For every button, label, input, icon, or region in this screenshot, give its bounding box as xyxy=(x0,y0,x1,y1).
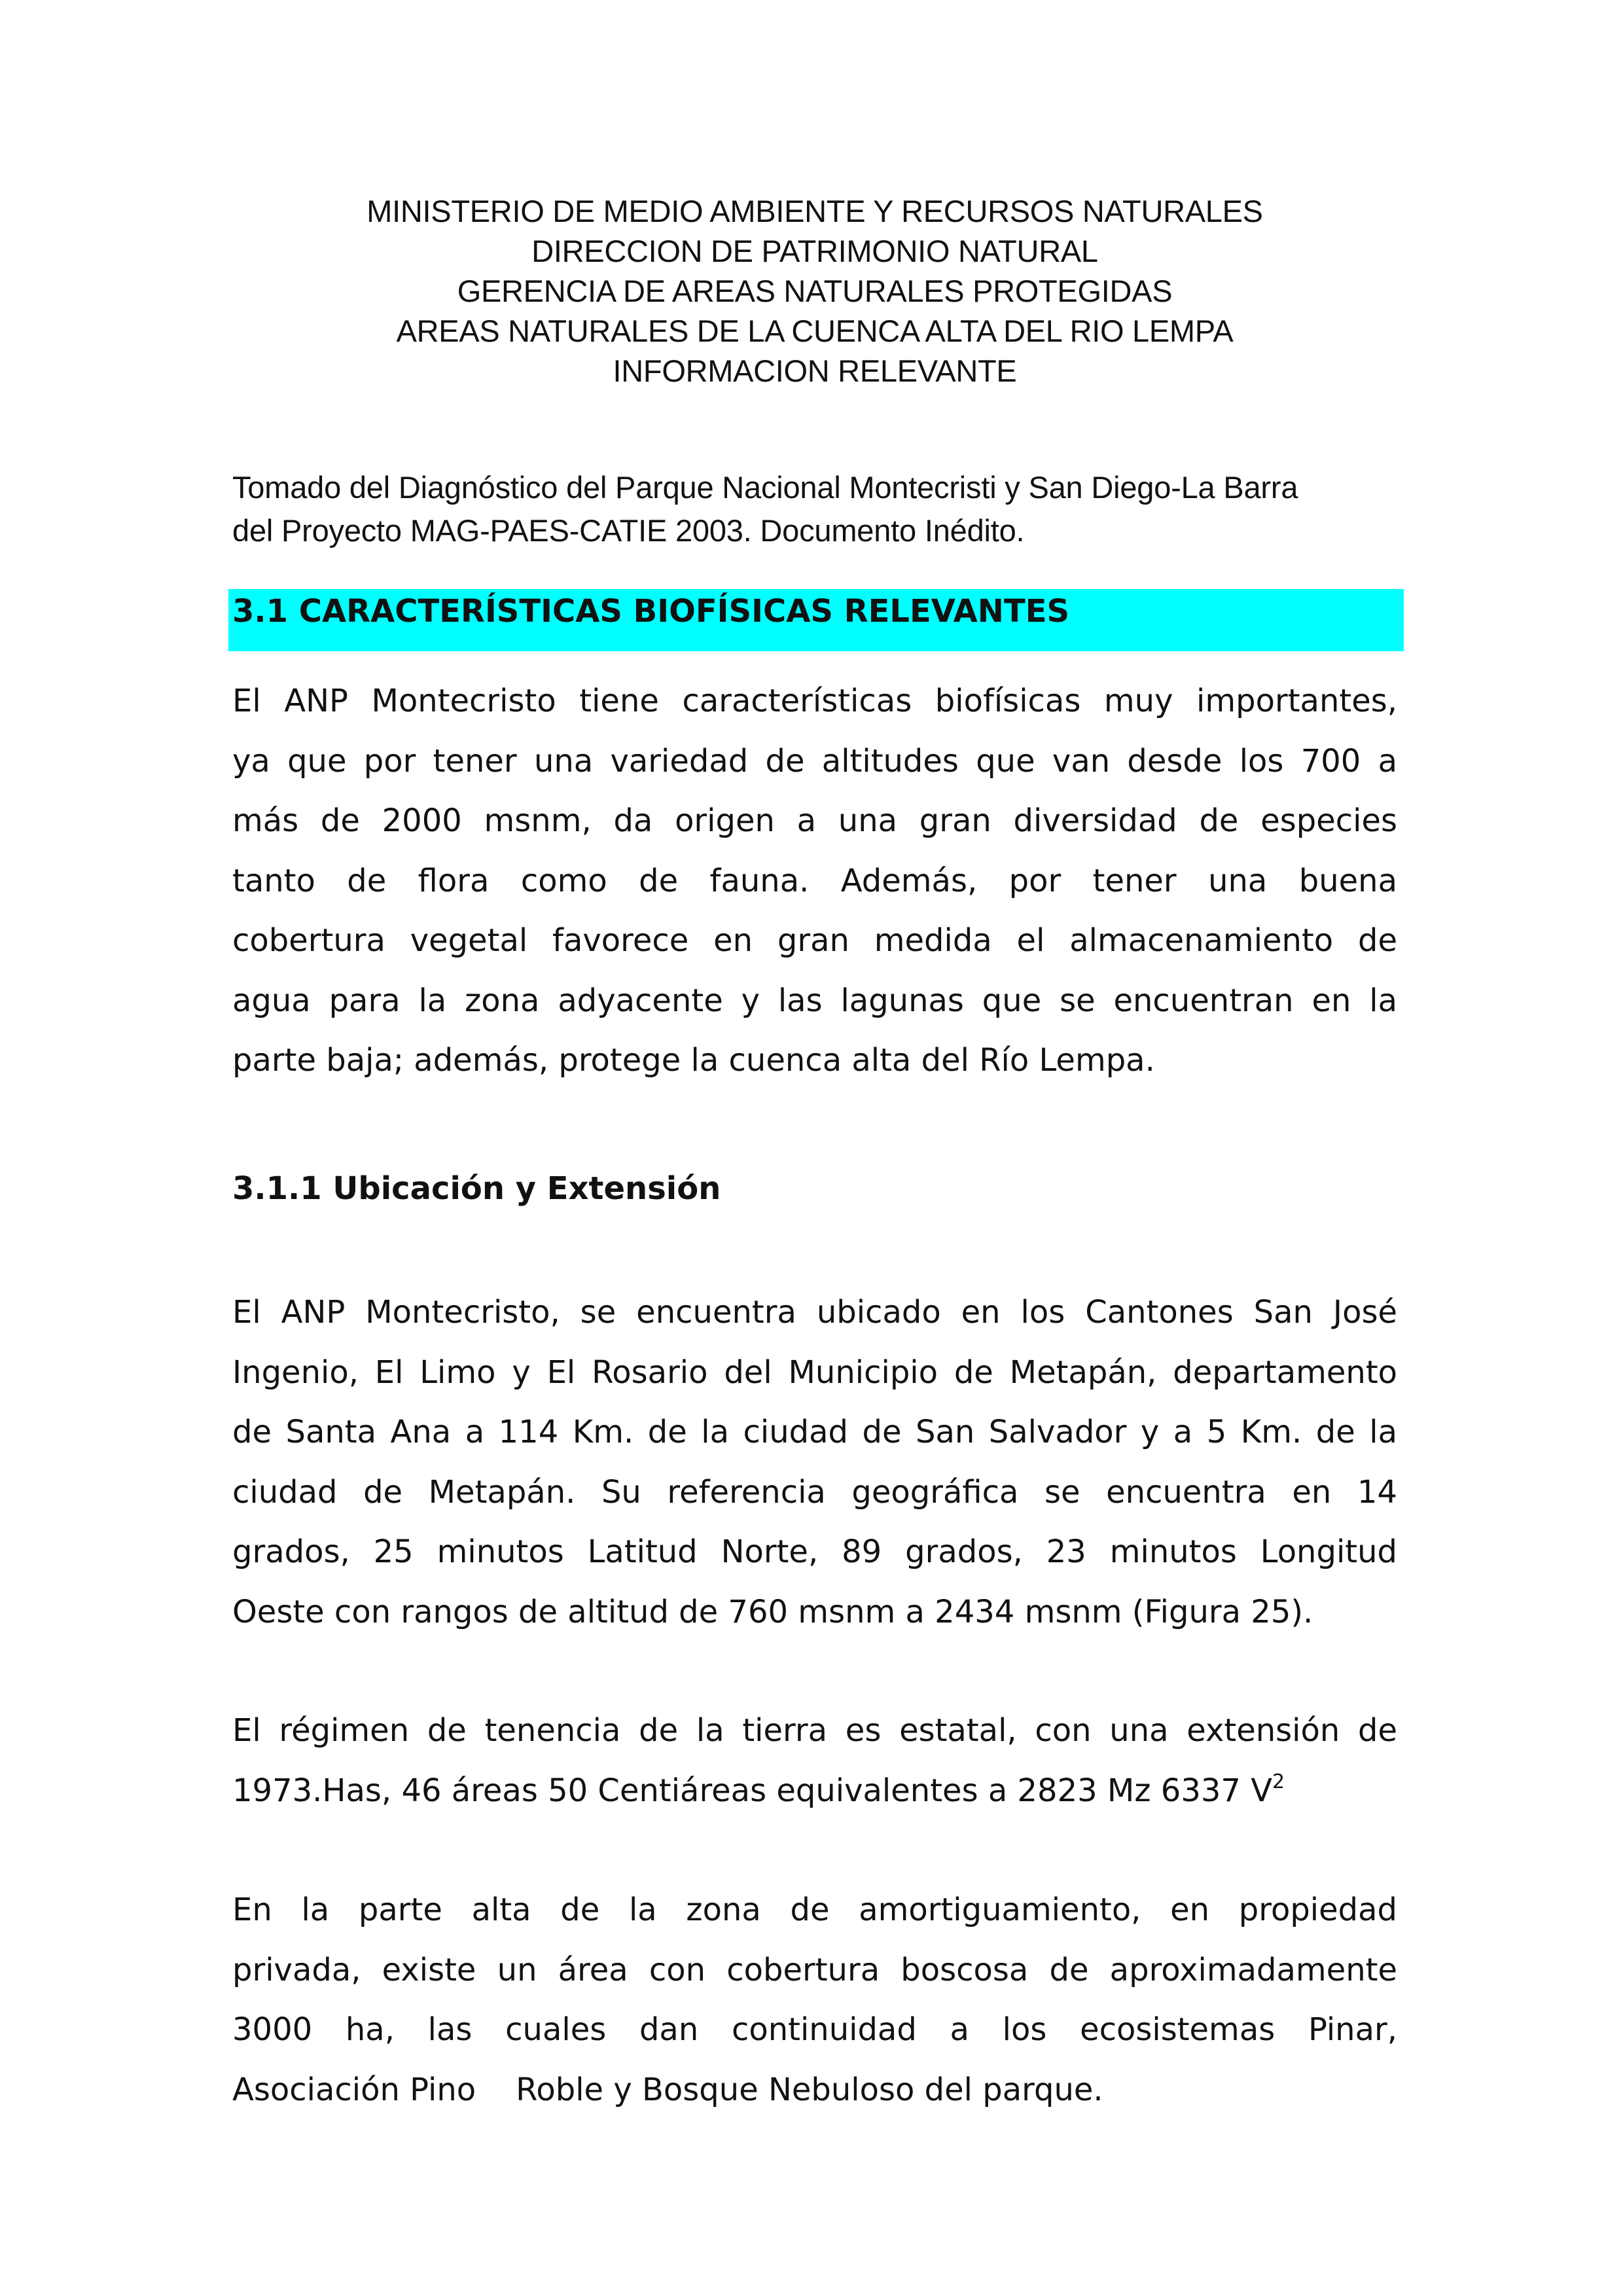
document-header xyxy=(232,191,1397,391)
paragraph-line: tanto de flora como de fauna. Además, por tener una buena xyxy=(232,862,1397,899)
subsection-title: 3.1.1 Ubicación y Extensión xyxy=(232,1170,721,1207)
paragraph-line: parte baja; además, protege la cuenca alta del Río Lempa. xyxy=(232,1042,1155,1079)
paragraph-line: de Santa Ana a 114 Km. de la ciudad de San Salvador y a 5 Km. de la xyxy=(232,1414,1397,1450)
area-text: 1973.Has, 46 áreas 50 Centiáreas equivalentes a 2823 Mz 6337 V xyxy=(232,1772,1273,1809)
paragraph-tenure xyxy=(232,1701,1397,1821)
paragraph-line: El régimen de tenencia de la tierra es estatal, con una extensión de xyxy=(232,1712,1397,1749)
paragraph-line: Oeste con rangos de altitud de 760 msnm a 2434 msnm (Figura 25). xyxy=(232,1593,1313,1630)
header-line-direction: DIRECCION DE PATRIMONIO NATURAL xyxy=(531,234,1098,268)
paragraph-line: Ingenio, El Limo y El Rosario del Municipio de Metapán, departamento xyxy=(232,1354,1397,1391)
paragraph-buffer-zone xyxy=(232,1880,1397,2120)
paragraph-line: más de 2000 msnm, da origen a una gran diversidad de especies xyxy=(232,802,1397,839)
header-line-areas: AREAS NATURALES DE LA CUENCA ALTA DEL RIO LEMPA xyxy=(396,314,1234,348)
paragraph-line: 3000 ha, las cuales dan continuidad a los ecosistemas Pinar, xyxy=(232,2011,1397,2048)
paragraph-line: En la parte alta de la zona de amortiguamiento, en propiedad xyxy=(232,1892,1397,1928)
paragraph-biophysical xyxy=(232,672,1397,1091)
section-title: 3.1 CARACTERÍSTICAS BIOFÍSICAS RELEVANTES xyxy=(232,593,1070,630)
paragraph-line: agua para la zona adyacente y las lagunas que se encuentran en la xyxy=(232,982,1397,1019)
paragraph-line: ciudad de Metapán. Su referencia geográfica se encuentra en 14 xyxy=(232,1473,1397,1511)
header-line-ministry: MINISTERIO DE MEDIO AMBIENTE Y RECURSOS NATURALES xyxy=(366,194,1263,228)
superscript: 2 xyxy=(1272,1770,1285,1793)
header-line-management: GERENCIA DE AREAS NATURALES PROTEGIDAS xyxy=(457,274,1173,308)
paragraph-line: ya que por tener una variedad de altitudes que van desde los 700 a xyxy=(232,742,1397,780)
paragraph-line: Asociación Pino Roble y Bosque Nebuloso del parque. xyxy=(232,2071,1103,2108)
header-line-info: INFORMACION RELEVANTE xyxy=(613,353,1017,388)
paragraph-line: privada, existe un área con cobertura boscosa de aproximadamente xyxy=(232,1951,1397,1988)
source-note xyxy=(232,466,1397,552)
paragraph-line: cobertura vegetal favorece en gran medida el almacenamiento de xyxy=(232,922,1397,959)
paragraph-line-with-superscript xyxy=(232,1761,1397,1821)
paragraph-line: grados, 25 minutos Latitud Norte, 89 grados, 23 minutos Longitud xyxy=(232,1534,1397,1570)
source-line-1: Tomado del Diagnóstico del Parque Nacional Montecristi y San Diego-La Barra xyxy=(232,470,1298,505)
paragraph-location xyxy=(232,1283,1397,1642)
paragraph-line: El ANP Montecristo, se encuentra ubicado en los Cantones San José xyxy=(232,1294,1397,1331)
source-line-2: del Proyecto MAG-PAES-CATIE 2003. Documento Inédito. xyxy=(232,513,1025,548)
paragraph-line: El ANP Montecristo tiene características biofísicas muy importantes, xyxy=(232,683,1397,719)
